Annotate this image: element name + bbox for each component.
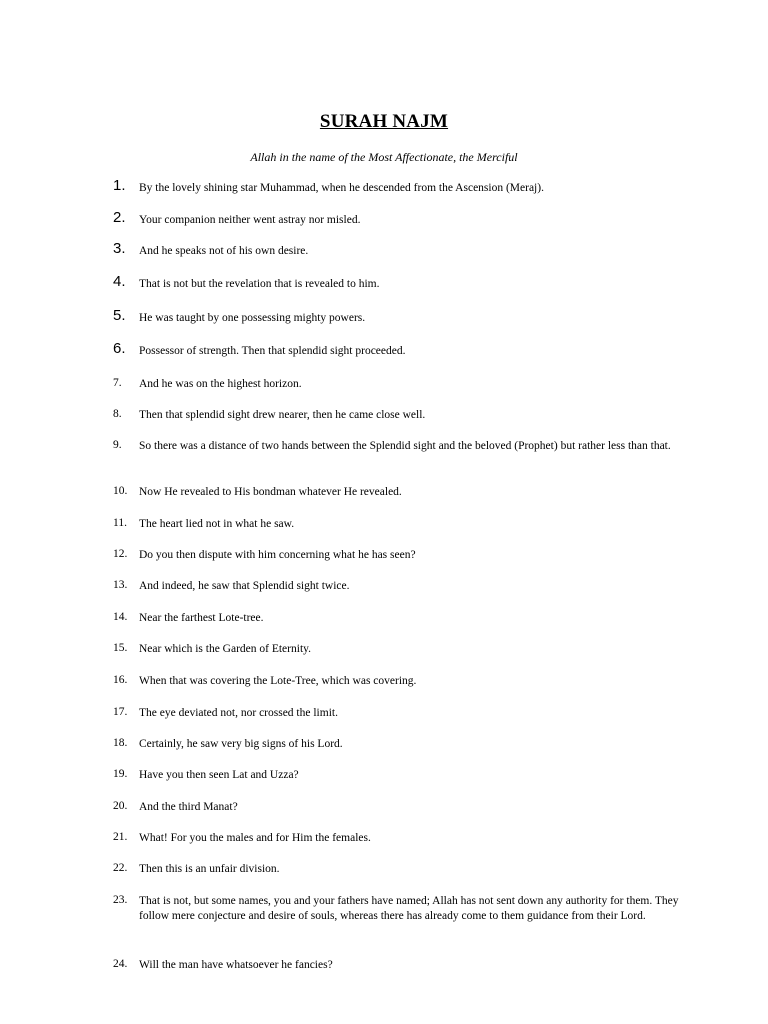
verse-number: 7. [113,377,122,389]
verse-number: 17. [113,706,128,718]
page-title: SURAH NAJM [319,111,449,132]
verse-number: 19. [113,768,128,780]
verse-text: And he speaks not of his own desire. [139,245,309,257]
verse-text: The eye deviated not, nor crossed the limit. [139,707,338,719]
verse-number: 5. [113,307,126,324]
verse-text: Have you then seen Lat and Uzza? [139,769,299,781]
verse-text: Do you then dispute with him concerning what he has seen? [139,549,416,561]
verse-text: And the third Manat? [139,801,238,813]
verse-number: 22. [113,862,128,874]
verse-number: 13. [113,579,128,591]
verse-text: He was taught by one possessing mighty powers. [139,312,366,324]
verse-number: 3. [113,240,126,257]
verse-text: Then that splendid sight drew nearer, then he came close well. [139,409,426,421]
verse-text: Near which is the Garden of Eternity. [139,643,312,655]
verse-text: That is not but the revelation that is revealed to him. [139,278,380,290]
verse-number: 2. [113,209,126,226]
verse-text: Then this is an unfair division. [139,863,280,875]
verse-number: 10. [113,485,128,497]
verse-text: Now He revealed to His bondman whatever He revealed. [139,486,402,498]
verse-number: 21. [113,831,128,843]
verse-number: 23. [113,894,128,906]
verse-number: 18. [113,737,128,749]
verse-text: And indeed, he saw that Splendid sight twice. [139,580,350,592]
verse-text: So there was a distance of two hands between the Splendid sight and the beloved (Prophet) but rather less than that. [139,440,671,452]
verse-text: When that was covering the Lote-Tree, which was covering. [139,675,417,687]
verse-text: That is not, but some names, you and your fathers have named; Allah has not sent down any authority for them. They follow mere conjecture and desire of souls, whereas there has already come to them guidance from their Lord. [139,895,679,922]
verse-text: Near the farthest Lote-tree. [139,612,264,624]
verse-text: Certainly, he saw very big signs of his Lord. [139,738,343,750]
verse-number: 20. [113,800,128,812]
verse-text: And he was on the highest horizon. [139,378,302,390]
verse-number: 15. [113,642,128,654]
verse-number: 4. [113,273,126,290]
verse-text: Possessor of strength. Then that splendid sight proceeded. [139,345,406,357]
verse-number: 1. [113,177,126,194]
verse-number: 6. [113,340,126,357]
verse-number: 16. [113,674,128,686]
verse-text: Will the man have whatsoever he fancies? [139,959,333,971]
verse-number: 12. [113,548,128,560]
verse-text: Your companion neither went astray nor misled. [139,214,361,226]
verse-number: 8. [113,408,122,420]
verse-text: What! For you the males and for Him the females. [139,832,371,844]
verse-number: 24. [113,958,128,970]
verse-text: The heart lied not in what he saw. [139,518,295,530]
verse-number: 14. [113,611,128,623]
verse-number: 11. [113,517,127,529]
verse-text: By the lovely shining star Muhammad, when he descended from the Ascension (Meraj). [139,182,544,194]
verse-number: 9. [113,439,122,451]
page-subtitle: Allah in the name of the Most Affectionate, the Merciful [250,150,518,164]
